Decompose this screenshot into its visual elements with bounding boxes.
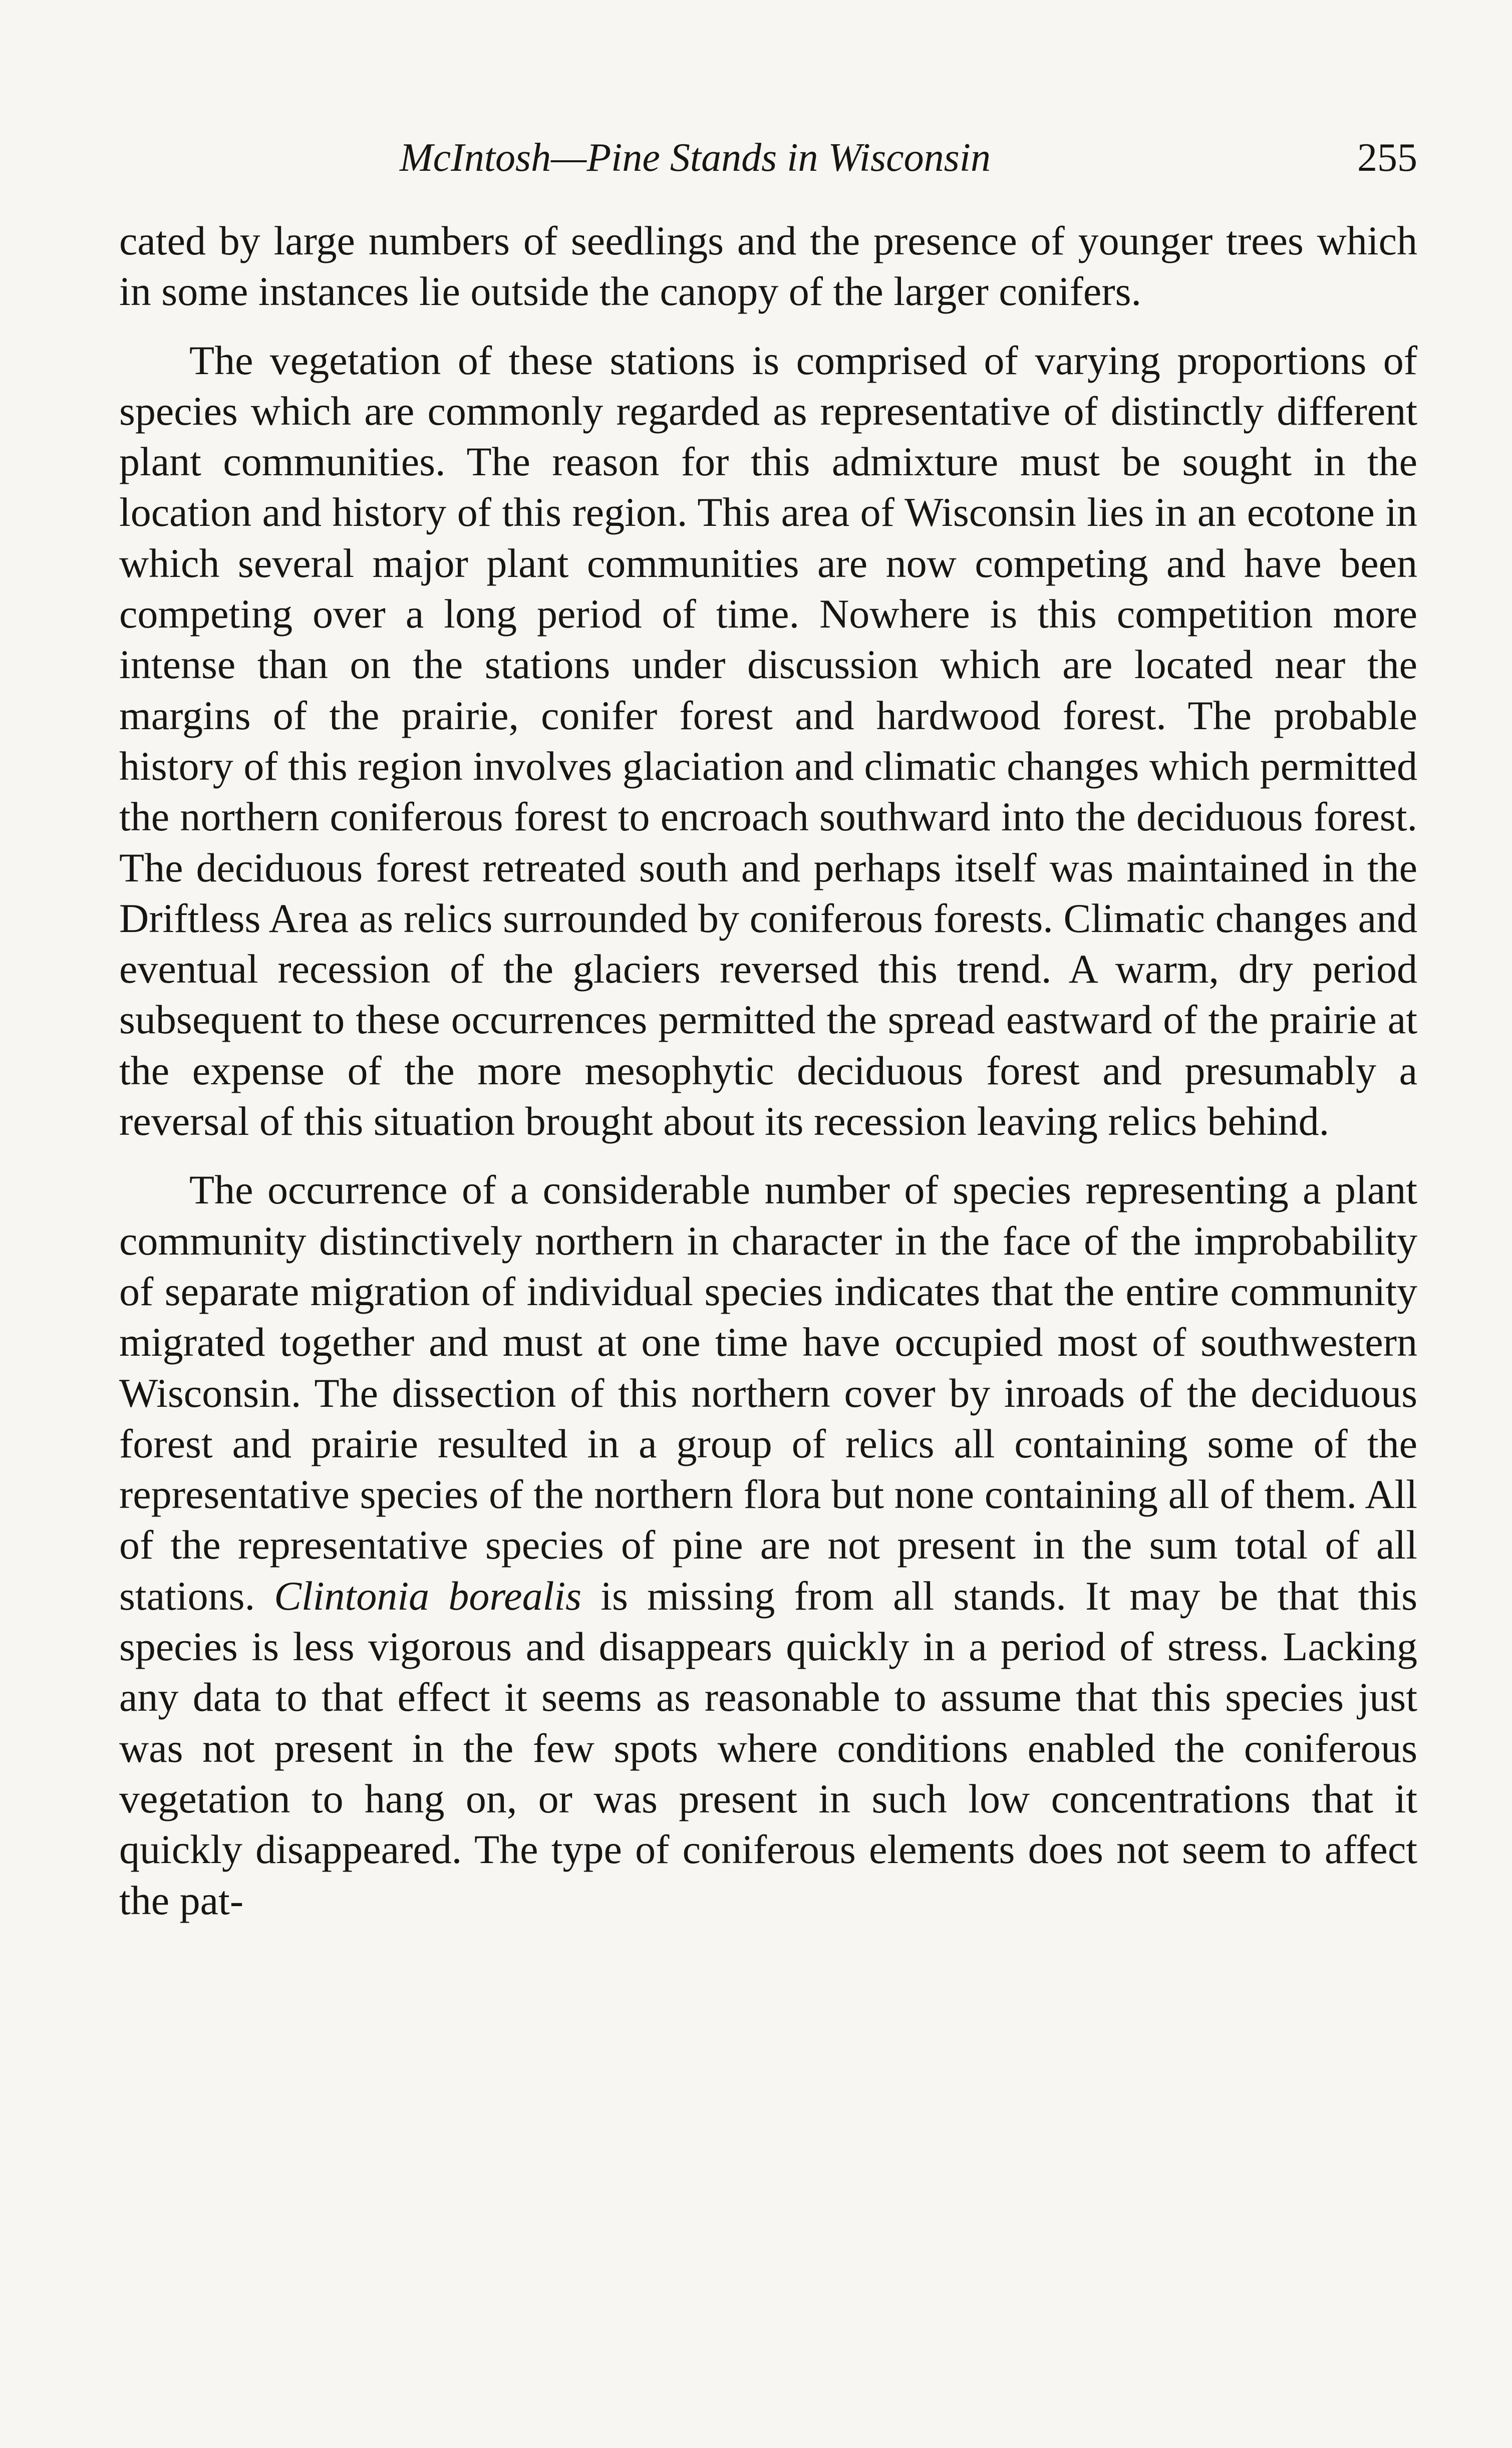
book-page (119, 120, 1417, 2374)
body-text (119, 215, 1417, 1926)
paragraph-text-before: The occurrence of a considerable number of species representing a plant community distinctively northern in character in the face of the improbability of separate migration of individual species indicates that the entire community migrated together and must at one time have occupied most of southwestern Wisconsin. The dissection of this northern cover by inroads of the deciduous forest and prairie resulted in a group of relics all containing some of the representative species of the northern flora but none containing all of them. All of the representative species of pine are not present in the sum total of all stations. (119, 1167, 1417, 1619)
paragraph-continuation: cated by large numbers of seedlings and the presence of younger trees which in some instances lie outside the canopy of the larger conifers. (119, 218, 1417, 315)
paragraph-northern-community (119, 1164, 1417, 1925)
running-head (119, 120, 1417, 195)
running-title: McIntosh—Pine Stands in Wisconsin (400, 136, 991, 180)
species-name-italic: Clintonia borealis (274, 1573, 582, 1619)
page-number: 255 (1357, 136, 1417, 180)
paragraph-text-after: is missing from all stands. It may be that this species is less vigorous and disappears quickly in a period of stress. Lacking any data to that effect it seems as reasonable to assume that this species just was not present in the few spots where conditions enabled the coniferous vegetation to hang on, or was present in such low concentrations that it quickly disappeared. The type of coniferous elements does not seem to affect the pat- (119, 1573, 1417, 1923)
paragraph-vegetation-history: The vegetation of these stations is comprised of varying proportions of species which are commonly regarded as representative of distinctly different plant communities. The reason for this admixture must be sought in the location and history of this region. This area of Wisconsin lies in an ecotone in which several major plant communities are now competing and have been competing over a long period of time. Nowhere is this competition more intense than on the stations under discussion which are located near the margins of the prairie, conifer forest and hardwood forest. The probable history of this region involves glaciation and climatic changes which permitted the northern coniferous forest to encroach southward into the deciduous forest. The deciduous forest retreated south and perhaps itself was maintained in the Driftless Area as relics surrounded by coniferous forests. Climatic changes and eventual recession of the glaciers reversed this trend. A warm, dry period subsequent to these occurrences permitted the spread eastward of the prairie at the expense of the more mesophytic deciduous forest and presumably a reversal of this situation brought about its recession leaving relics behind. (119, 337, 1417, 1144)
